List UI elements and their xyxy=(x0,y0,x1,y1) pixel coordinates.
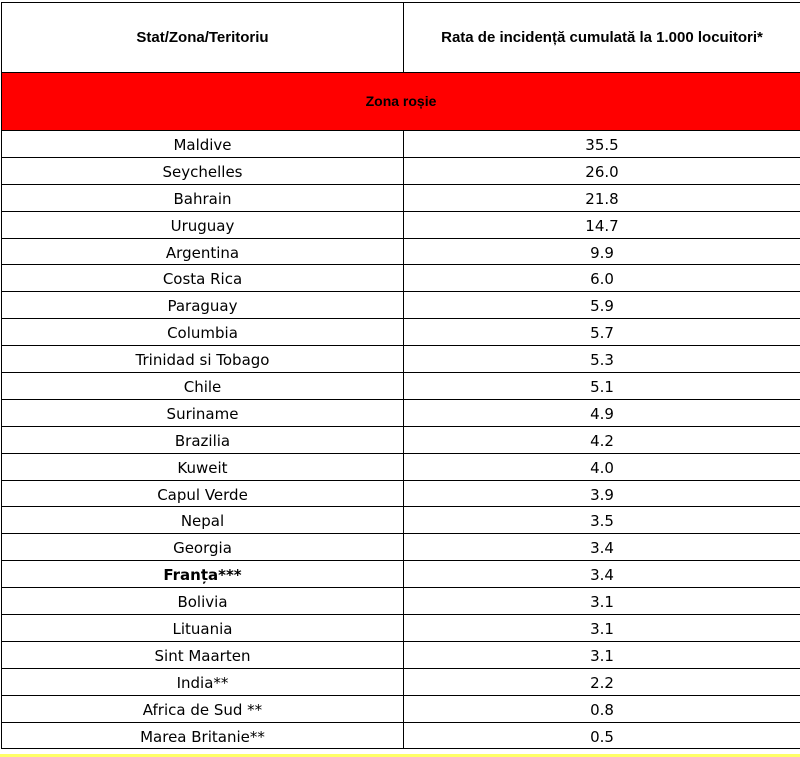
rate-cell: 4.2 xyxy=(404,426,800,453)
rate-cell: 2.2 xyxy=(404,668,800,695)
table-row xyxy=(2,588,800,615)
country-cell: Costa Rica xyxy=(2,265,404,292)
table-row xyxy=(2,668,800,695)
rate-cell: 35.5 xyxy=(404,131,800,158)
country-cell: Lituania xyxy=(2,615,404,642)
table-row xyxy=(2,157,800,184)
rate-cell: 26.0 xyxy=(404,157,800,184)
zone-row-red xyxy=(2,73,800,131)
rate-cell: 9.9 xyxy=(404,238,800,265)
table-row xyxy=(2,426,800,453)
table-row xyxy=(2,695,800,722)
rate-cell: 4.0 xyxy=(404,453,800,480)
country-cell: Nepal xyxy=(2,507,404,534)
table-row xyxy=(2,131,800,158)
rate-cell: 0.5 xyxy=(404,722,800,749)
rate-cell: 3.1 xyxy=(404,641,800,668)
table-row xyxy=(2,238,800,265)
table-header-row xyxy=(2,3,800,73)
country-cell: Maldive xyxy=(2,131,404,158)
country-cell: Columbia xyxy=(2,319,404,346)
country-cell: Uruguay xyxy=(2,211,404,238)
country-cell: Paraguay xyxy=(2,292,404,319)
country-cell: Capul Verde xyxy=(2,480,404,507)
table-row xyxy=(2,265,800,292)
country-cell: Bahrain xyxy=(2,184,404,211)
table-row xyxy=(2,507,800,534)
rate-cell: 5.9 xyxy=(404,292,800,319)
table-row xyxy=(2,534,800,561)
rate-cell: 3.1 xyxy=(404,615,800,642)
column-header-country: Stat/Zona/Teritoriu xyxy=(2,3,404,73)
rate-cell: 5.3 xyxy=(404,346,800,373)
country-cell: Africa de Sud ** xyxy=(2,695,404,722)
table-row xyxy=(2,346,800,373)
incidence-table xyxy=(1,2,800,749)
rate-cell: 0.8 xyxy=(404,695,800,722)
table-row xyxy=(2,292,800,319)
rate-cell: 4.9 xyxy=(404,399,800,426)
table-row xyxy=(2,399,800,426)
rate-cell: 14.7 xyxy=(404,211,800,238)
rate-cell: 3.4 xyxy=(404,534,800,561)
table-row xyxy=(2,373,800,400)
country-cell: India** xyxy=(2,668,404,695)
country-cell: Argentina xyxy=(2,238,404,265)
country-cell: Seychelles xyxy=(2,157,404,184)
rate-cell: 3.4 xyxy=(404,561,800,588)
rate-cell: 3.1 xyxy=(404,588,800,615)
table-row xyxy=(2,722,800,749)
rate-cell: 5.1 xyxy=(404,373,800,400)
zone-label: Zona roșie xyxy=(2,73,800,131)
country-cell: Brazilia xyxy=(2,426,404,453)
country-cell: Marea Britanie** xyxy=(2,722,404,749)
rate-cell: 3.9 xyxy=(404,480,800,507)
rate-cell: 5.7 xyxy=(404,319,800,346)
table-row xyxy=(2,561,800,588)
country-cell: Sint Maarten xyxy=(2,641,404,668)
table-row xyxy=(2,641,800,668)
country-cell: Kuweit xyxy=(2,453,404,480)
table-row xyxy=(2,480,800,507)
rate-cell: 3.5 xyxy=(404,507,800,534)
table-row xyxy=(2,615,800,642)
table-row xyxy=(2,184,800,211)
table-row xyxy=(2,453,800,480)
country-cell: Bolivia xyxy=(2,588,404,615)
rate-cell: 6.0 xyxy=(404,265,800,292)
table-row xyxy=(2,319,800,346)
rate-cell: 21.8 xyxy=(404,184,800,211)
country-cell: Trinidad si Tobago xyxy=(2,346,404,373)
table-row xyxy=(2,211,800,238)
column-header-incidence-rate: Rata de incidență cumulată la 1.000 locuitori* xyxy=(404,3,800,73)
country-cell: Suriname xyxy=(2,399,404,426)
country-cell: Georgia xyxy=(2,534,404,561)
country-cell: Franța*** xyxy=(2,561,404,588)
country-cell: Chile xyxy=(2,373,404,400)
